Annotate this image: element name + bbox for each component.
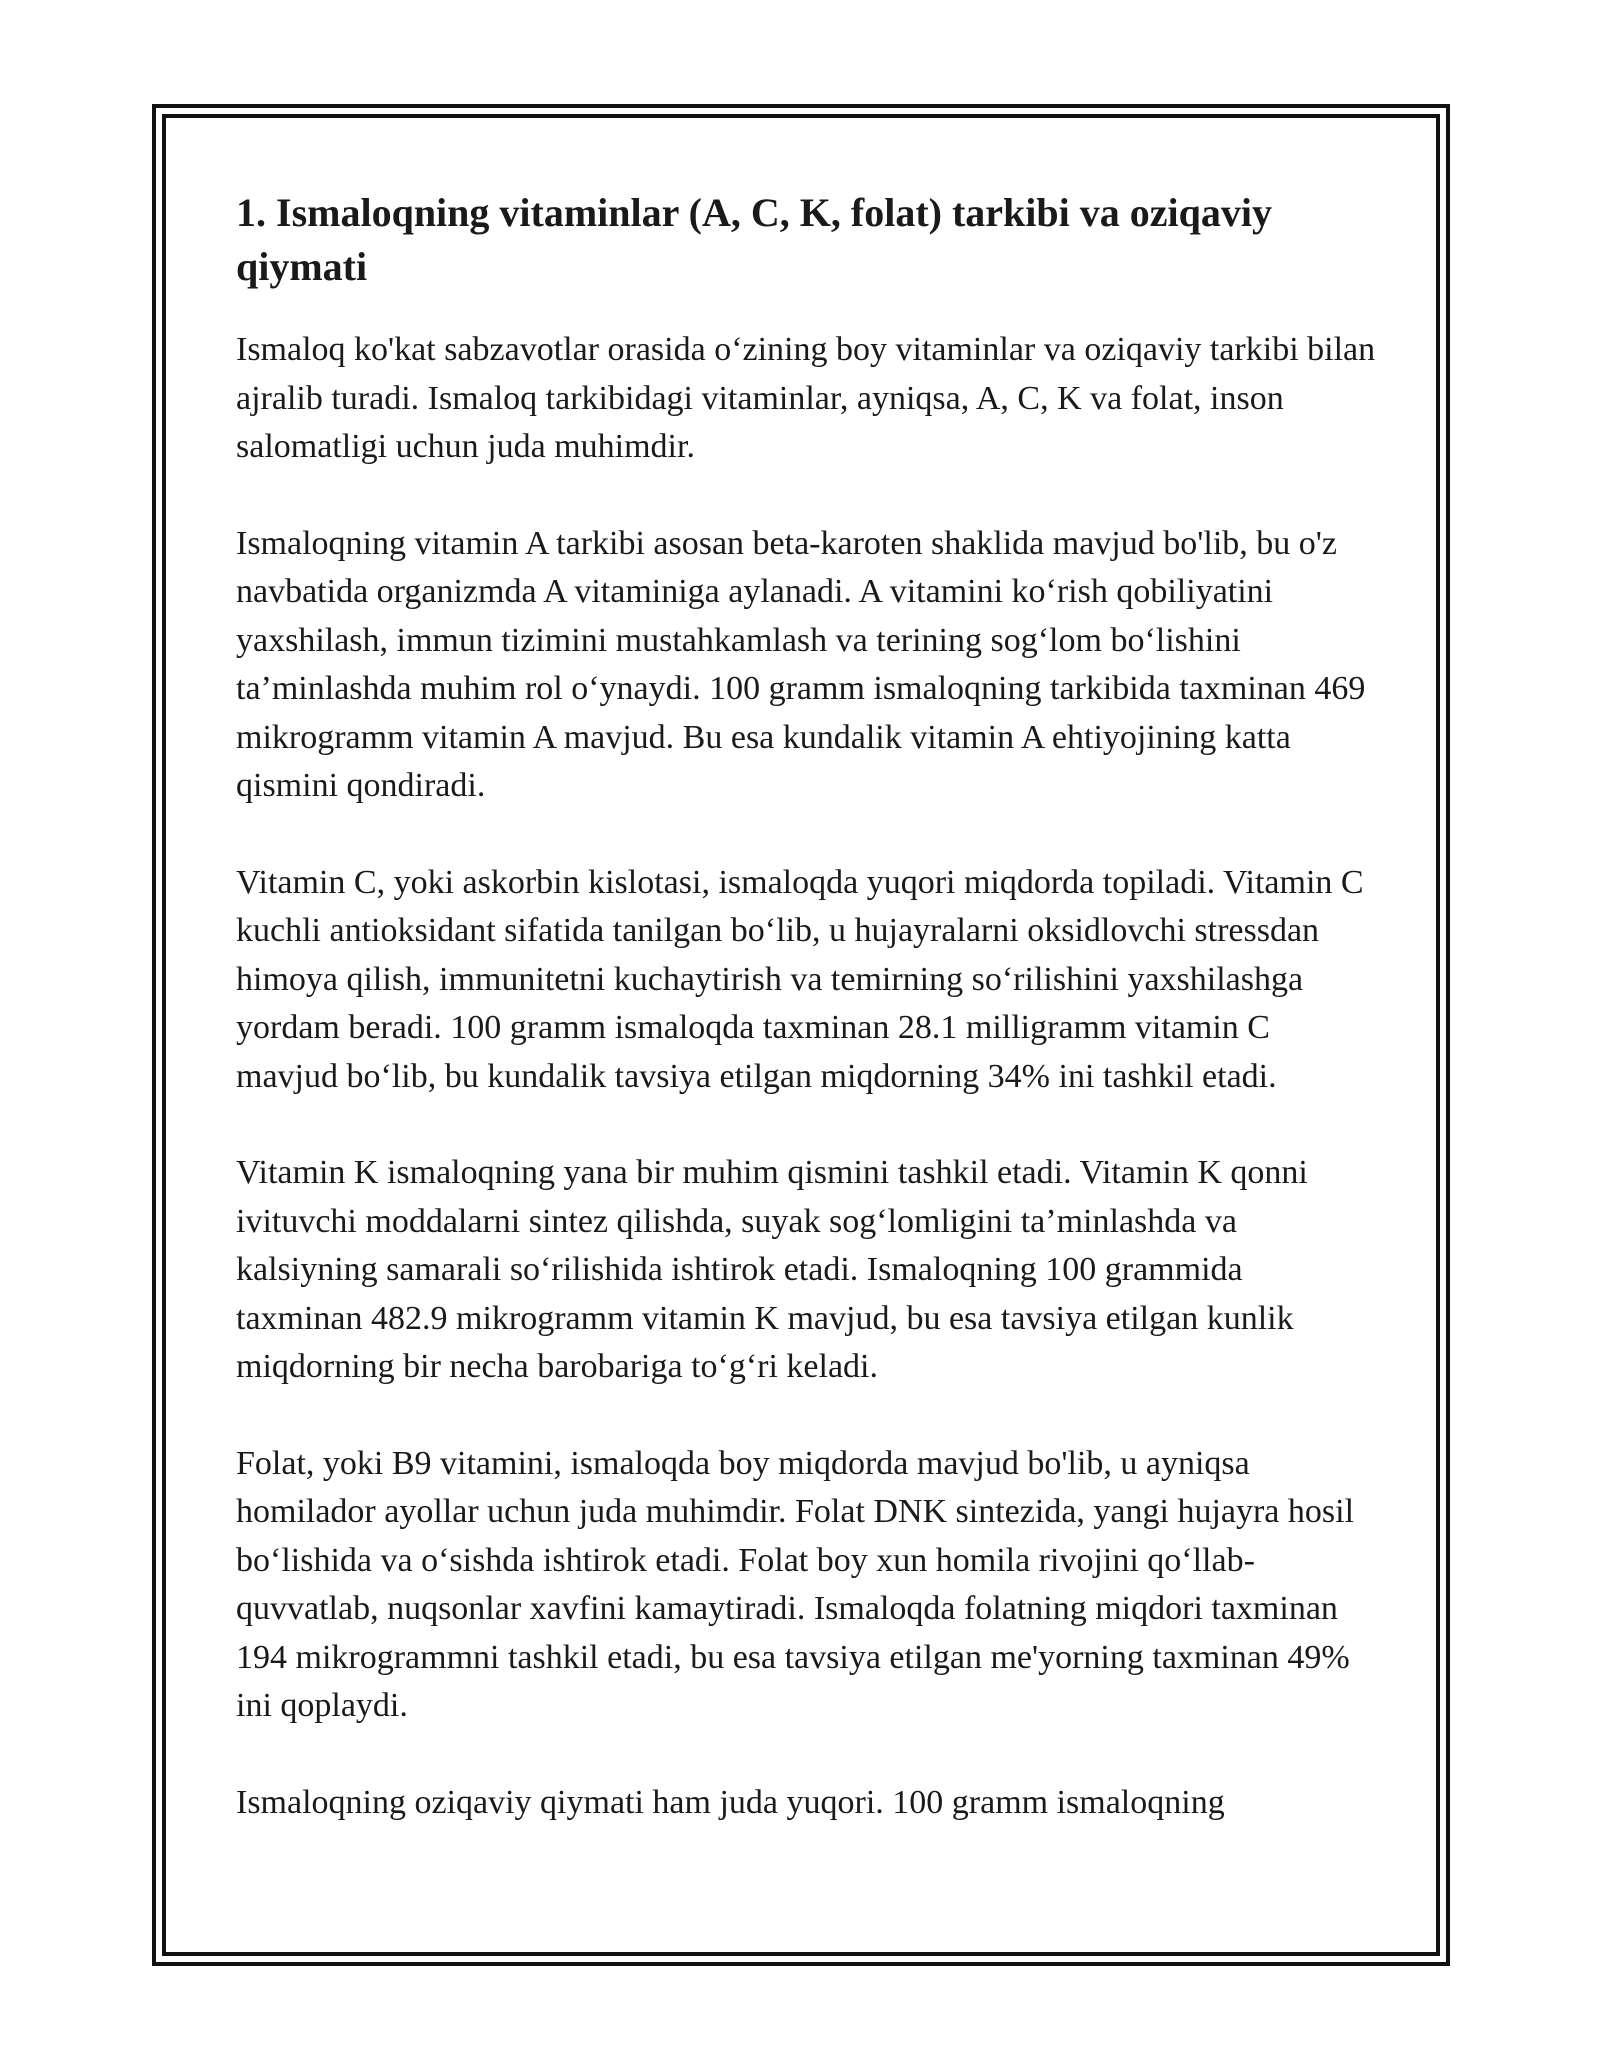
section-heading: 1. Ismaloqning vitaminlar (A, C, K, folat) tarkibi va oziqaviy qiymati <box>236 190 1272 289</box>
paragraph-vitamin-k: Vitamin K ismaloqning yana bir muhim qismini tashkil etadi. Vitamin K qonni ivituvchi moddalarni sintez qilishda, suyak sog‘lomligini ta’minlashda va kalsiyning samarali so‘rilishida ishtirok etadi. Ismaloqning 100 grammida taxminan 482.9 mikrogramm vitamin K mavjud, bu esa tavsiya etilgan kunlik miqdorning bir necha barobariga to‘g‘ri keladi. <box>236 1154 1308 1385</box>
paragraph-vitamin-c: Vitamin C, yoki askorbin kislotasi, ismaloqda yuqori miqdorda topiladi. Vitamin C kuchli antioksidant sifatida tanilgan bo‘lib, u hujayralarni oksidlovchi stressdan himoya qilish, immunitetni kuchaytirish va temirning so‘rilishini yaxshilashga yordam beradi. 100 gramm ismaloqda taxminan 28.1 milligramm vitamin C mavjud bo‘lib, bu kundalik tavsiya etilgan miqdorning 34% ini tashkil etadi. <box>236 863 1364 1095</box>
paragraph-intro: Ismaloq ko'kat sabzavotlar orasida o‘zining boy vitaminlar va oziqaviy tarkibi bilan ajralib turadi. Ismaloq tarkibidagi vitaminlar, ayniqsa, A, C, K va folat, inson salomatligi uchun juda muhimdir. <box>236 331 1376 465</box>
paragraph-vitamin-a: Ismaloqning vitamin A tarkibi asosan beta-karoten shaklida mavjud bo'lib, bu o'z navbatida organizmda A vitaminiga aylanadi. A vitamini ko‘rish qobiliyatini yaxshilash, immun tizimini mustahkamlash va terining sog‘lom bo‘lishini ta’minlashda muhim rol o‘ynaydi. 100 gramm ismaloqning tarkibida taxminan 469 mikrogramm vitamin A mavjud. Bu esa kundalik vitamin A ehtiyojining katta qismini qondiradi. <box>236 524 1366 804</box>
paragraph-folate: Folat, yoki B9 vitamini, ismaloqda boy miqdorda mavjud bo'lib, u ayniqsa homilador ayollar uchun juda muhimdir. Folat DNK sintezida, yangi hujayra hosil bo‘lishida va o‘sishda ishtirok etadi. Folat boy xun homila rivojini qo‘llab-quvvatlab, nuqsonlar xavfini kamaytiradi. Ismaloqda folatning miqdori taxminan 194 mikrogrammni tashkil etadi, bu esa tavsiya etilgan me'yorning taxminan 49% ini qoplaydi. <box>236 1444 1355 1724</box>
document-body <box>236 186 1376 1875</box>
paragraph-nutrition: Ismaloqning oziqaviy qiymati ham juda yuqori. 100 gramm ismaloqning <box>236 1783 1225 1821</box>
